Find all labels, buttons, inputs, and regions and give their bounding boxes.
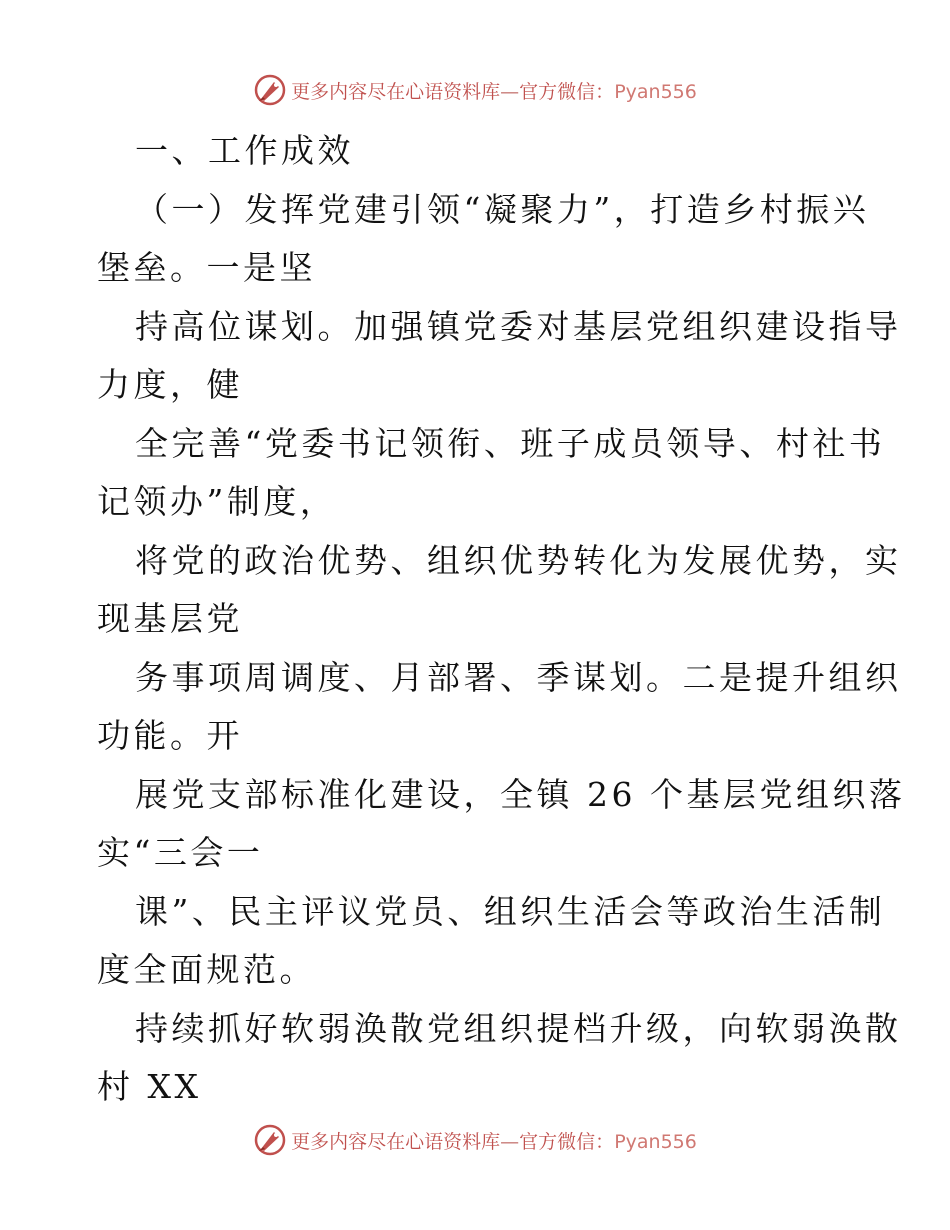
pen-nib-logo-icon bbox=[253, 1123, 287, 1157]
text-line: 全完善“党委书记领衔、班子成员领导、村社书 bbox=[135, 423, 886, 463]
text-line: 持高位谋划。加强镇党委对基层党组织建设指导 bbox=[135, 306, 902, 346]
text-line: 务事项周调度、月部署、季谋划。二是提升组织 bbox=[135, 657, 902, 697]
text-line: 记领办”制度， bbox=[97, 482, 337, 521]
text-line: 现基层党 bbox=[97, 599, 243, 638]
text-line: 持续抓好软弱涣散党组织提档升级，向软弱涣散 bbox=[135, 1008, 902, 1048]
text-line: 展党支部标准化建设，全镇 26 个基层党组织落 bbox=[135, 774, 906, 814]
footer-watermark bbox=[0, 1120, 950, 1160]
text-line: 堡垒。一是坚 bbox=[97, 248, 316, 287]
text-line: 功能。开 bbox=[97, 716, 243, 755]
watermark-wechat-id: Pyan556 bbox=[614, 1130, 697, 1153]
section-heading: 一、工作成效 bbox=[135, 131, 354, 170]
text-line: （一）发挥党建引领“凝聚力”，打造乡村振兴 bbox=[135, 189, 870, 229]
watermark-text: 更多内容尽在心语资料库 bbox=[291, 80, 501, 103]
document-body bbox=[97, 122, 906, 1117]
watermark-separator: — bbox=[500, 80, 520, 103]
text-line: 力度，健 bbox=[97, 365, 243, 404]
watermark-suffix-label: 官方微信： bbox=[519, 80, 615, 103]
text-line: 课”、民主评议党员、组织生活会等政治生活制 bbox=[135, 891, 886, 931]
text-line: 将党的政治优势、组织优势转化为发展优势，实 bbox=[135, 540, 902, 580]
watermark-suffix-label: 官方微信： bbox=[519, 1130, 615, 1153]
watermark-text: 更多内容尽在心语资料库 bbox=[291, 1130, 501, 1153]
pen-nib-logo-icon bbox=[253, 73, 287, 107]
text-line: 村 XX bbox=[97, 1067, 202, 1106]
watermark-separator: — bbox=[500, 1130, 520, 1153]
header-watermark bbox=[0, 70, 950, 110]
text-line: 实“三会一 bbox=[97, 833, 264, 872]
text-line: 度全面规范。 bbox=[97, 950, 316, 989]
watermark-wechat-id: Pyan556 bbox=[614, 80, 697, 103]
